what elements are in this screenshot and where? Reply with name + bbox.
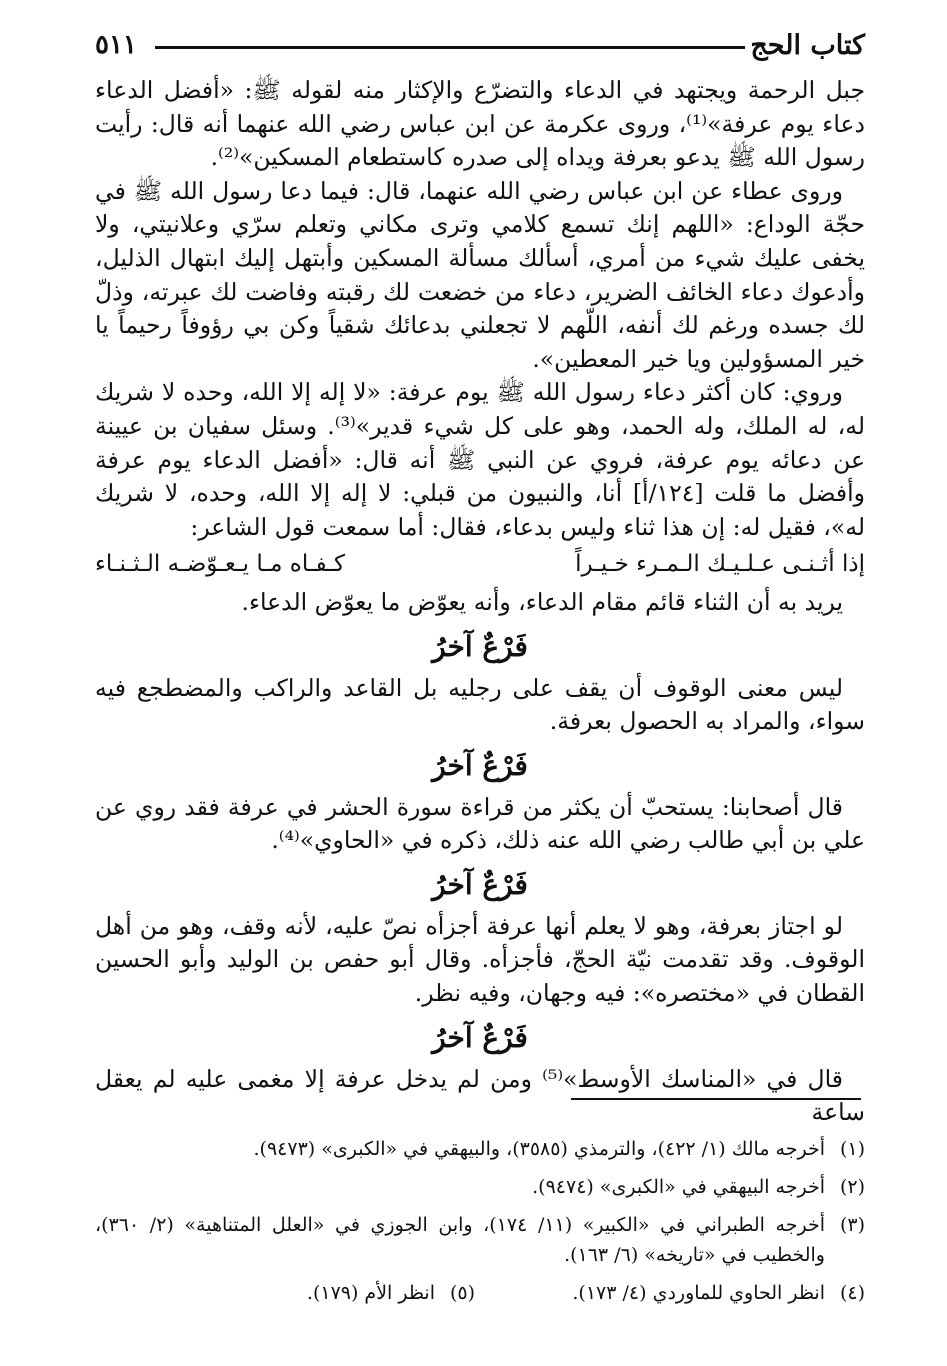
paragraph-6: قال أصحابنا: يستحبّ أن يكثر من قراءة سورة الحشر في عرفة فقد روي عن علي بن أبي طالب رضي الله عنه ذلك، ذكره في «الحاوي»⁽⁴⁾.: [95, 792, 865, 855]
page-number: ٥١١: [95, 30, 137, 60]
footnotes: [95, 1134, 865, 1316]
footnote-text: انظر الحاوي للماوردي (٤/ ١٧٣).: [572, 1282, 825, 1304]
footnote-4: [475, 1278, 865, 1308]
section-heading-4: فَرْعٌ آخرُ: [432, 1020, 528, 1054]
main-text: [95, 74, 865, 1130]
paragraph-1: جبل الرحمة ويجتهد في الدعاء والتضرّع والإكثار منه لقوله ﷺ: «أفضل الدعاء دعاء يوم عرفة»⁽¹⁾، وروى عكرمة عن ابن عباس رضي الله عنهما أنه قال: رأيت رسول الله ﷺ يدعو بعرفة ويداه إلى صدره كاستطعام المسكين»⁽²⁾.: [95, 76, 865, 172]
verse-second-hemistich: كـفـاه مـا يـعـوّضـه الـثـنـاء: [95, 551, 345, 578]
footnote-row: [95, 1278, 865, 1316]
footnote-1: [95, 1134, 865, 1164]
page-header: [95, 22, 865, 62]
paragraph-2: وروى عطاء عن ابن عباس رضي الله عنهما، قال: فيما دعا رسول الله ﷺ في حجّة الوداع: «اللهم إنك تسمع كلامي وترى مكاني وتعلم سرّي وعلانيتي، ولا يخفى عليك شيء من أمري، أسألك مسألة المسكين وأبتهل إليك ابتهال الذليل، وأدعوك دعاء الخائف الضرير، دعاء من خضعت لك رقبته وفاضت لك عبرته، وذلّ لك جسده ورغم لك أنفه، اللّهم لا تجعلني بدعائك شقياً وكن بي رؤوفاً رحيماً يا خير المسؤولين ويا خير المعطين».: [95, 176, 865, 373]
paragraph-3: وروي: كان أكثر دعاء رسول الله ﷺ يوم عرفة: «لا إله إلا الله، وحده لا شريك له، له الملك، وله الحمد، وهو على كل شيء قدير»⁽³⁾. وسئل سفيان بن عيينة عن دعائه يوم عرفة، فروي عن النبي ﷺ أنه قال: «أفضل الدعاء يوم عرفة وأفضل ما قلت [١٢٤/أ] أنا، والنبيون من قبلي: لا إله إلا الله، وحده، لا شريك له»، فقيل له: إن هذا ثناء وليس بدعاء، فقال: أما سمعت قول الشاعر:: [95, 378, 865, 541]
paragraph-4: يريد به أن الثناء قائم مقام الدعاء، وأنه يعوّض ما يعوّض الدعاء.: [241, 587, 843, 616]
footnote-text: أخرجه مالك (١/ ٤٢٢)، والترمذي (٣٥٨٥)، والبيهقي في «الكبرى» (٩٤٧٣).: [253, 1138, 825, 1160]
chapter-title: كتاب الحج: [750, 30, 865, 61]
paragraph-8: قال في «المناسك الأوسط»⁽⁵⁾ ومن لم يدخل عرفة إلا مغمى عليه لم يعقل ساعة: [95, 1064, 865, 1127]
paragraph-7: لو اجتاز بعرفة، وهو لا يعلم أنها عرفة أجزأه نصّ عليه، لأنه وقف، وهو من أهل الوقوف. وقد تقدمت نيّة الحجّ، فأجزأه. وقال أبو حفص بن الوليد وأبو الحسين القطان في «مختصره»: فيه وجهان، وفيه نظر.: [95, 911, 865, 1008]
poetry-verse: [95, 544, 865, 586]
section-heading-1: فَرْعٌ آخرُ: [432, 629, 528, 663]
paragraph-5: ليس معنى الوقوف أن يقف على رجليه بل القاعد والراكب والمضطجع فيه سواء، والمراد به الحصول بعرفة.: [95, 673, 865, 736]
footnote-text: أخرجه الطبراني في «الكبير» (١١/ ١٧٤)، وابن الجوزي في «العلل المتناهية» (٢/ ٣٦٠)، والخطيب في «تاريخه» (٦/ ١٦٣).: [95, 1214, 825, 1266]
footnote-3: [95, 1210, 865, 1270]
footnote-separator: [571, 1098, 861, 1100]
footnote-text: أخرجه البيهقي في «الكبرى» (٩٤٧٤).: [532, 1176, 825, 1198]
footnote-number: (١): [839, 1138, 865, 1160]
section-heading-3: فَرْعٌ آخرُ: [432, 867, 528, 901]
header-rule: [155, 46, 745, 49]
footnote-5: [95, 1278, 475, 1308]
footnote-text: انظر الأم (١٧٩).: [306, 1282, 435, 1304]
footnote-2: [95, 1172, 865, 1202]
footnote-number: (٢): [839, 1176, 865, 1198]
section-heading-2: فَرْعٌ آخرُ: [432, 748, 528, 782]
verse-first-hemistich: إذا أثـنـى عـلـيـك الـمـرء خـيـراً: [575, 551, 865, 578]
footnote-number: (٣): [839, 1214, 865, 1236]
footnote-number: (٤): [839, 1282, 865, 1304]
footnote-number: (٥): [449, 1282, 475, 1304]
